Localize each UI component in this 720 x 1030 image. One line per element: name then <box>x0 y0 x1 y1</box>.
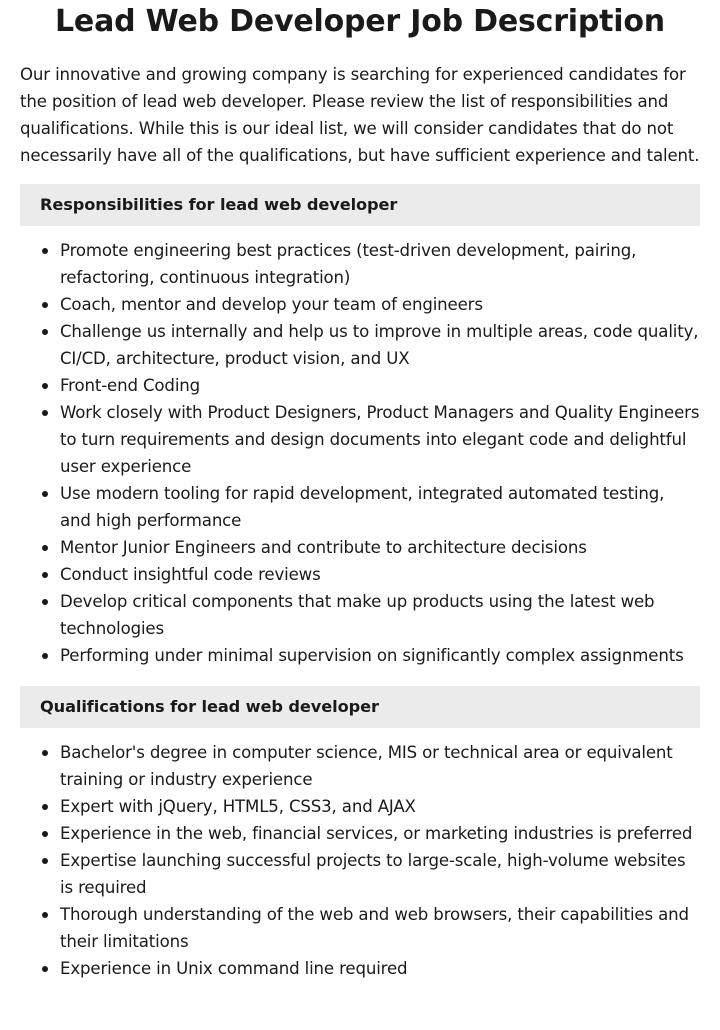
list-item <box>20 534 700 561</box>
list-item-text: Experience in the web, financial services, or marketing industries is preferred <box>60 824 693 843</box>
bullet-icon <box>42 329 48 335</box>
list-item <box>20 480 700 534</box>
list-item-text: Thorough understanding of the web and web browsers, their capabilities and their limitations <box>60 905 689 951</box>
bullet-icon <box>42 248 48 254</box>
bullet-icon <box>42 831 48 837</box>
bullet-icon <box>42 599 48 605</box>
list-item-text: Challenge us internally and help us to improve in multiple areas, code quality, CI/CD, architecture, product vision, and UX <box>60 322 699 368</box>
list-item-text: Coach, mentor and develop your team of engineers <box>60 295 483 314</box>
list-item-text: Expert with jQuery, HTML5, CSS3, and AJAX <box>60 797 416 816</box>
list-item-text: Mentor Junior Engineers and contribute to architecture decisions <box>60 538 587 557</box>
bullet-icon <box>42 545 48 551</box>
bullet-icon <box>42 804 48 810</box>
list-item-text: Use modern tooling for rapid development, integrated automated testing, and high performance <box>60 484 665 530</box>
list-item-text: Develop critical components that make up products using the latest web technologies <box>60 592 655 638</box>
list-item <box>20 237 700 291</box>
page-title: Lead Web Developer Job Description <box>55 4 665 39</box>
list-item <box>20 847 700 901</box>
list-item-text: Work closely with Product Designers, Product Managers and Quality Engineers to turn requirements and design documents into elegant code and delightful user experience <box>60 403 700 476</box>
bullet-icon <box>42 966 48 972</box>
list-item <box>20 820 700 847</box>
bullet-icon <box>42 653 48 659</box>
list-item-text: Performing under minimal supervision on significantly complex assignments <box>60 646 684 665</box>
list-item <box>20 291 700 318</box>
list-item <box>20 642 700 669</box>
intro-paragraph: Our innovative and growing company is searching for experienced candidates for the position of lead web developer. Please review the list of responsibilities and qualifications. While this is our ideal list, we will consider candidates that do not necessarily have all of the qualifications, but have sufficient experience and talent. <box>20 65 700 165</box>
bullet-icon <box>42 383 48 389</box>
list-item <box>20 318 700 372</box>
list-item <box>20 901 700 955</box>
list-item <box>20 955 700 982</box>
list-item-text: Front-end Coding <box>60 376 201 395</box>
list-item <box>20 372 700 399</box>
responsibilities-list <box>20 237 700 669</box>
bullet-icon <box>42 491 48 497</box>
bullet-icon <box>42 302 48 308</box>
qualifications-list <box>20 739 700 982</box>
bullet-icon <box>42 750 48 756</box>
responsibilities-heading: Responsibilities for lead web developer <box>20 184 700 226</box>
list-item <box>20 588 700 642</box>
bullet-icon <box>42 572 48 578</box>
list-item-text: Bachelor's degree in computer science, MIS or technical area or equivalent training or industry experience <box>60 743 673 789</box>
list-item <box>20 399 700 480</box>
list-item-text: Conduct insightful code reviews <box>60 565 321 584</box>
list-item-text: Expertise launching successful projects to large-scale, high-volume websites is required <box>60 851 686 897</box>
bullet-icon <box>42 858 48 864</box>
list-item <box>20 561 700 588</box>
qualifications-heading: Qualifications for lead web developer <box>20 686 700 728</box>
bullet-icon <box>42 410 48 416</box>
list-item-text: Promote engineering best practices (test-driven development, pairing, refactoring, continuous integration) <box>60 241 637 287</box>
list-item <box>20 793 700 820</box>
list-item <box>20 739 700 793</box>
bullet-icon <box>42 912 48 918</box>
list-item-text: Experience in Unix command line required <box>60 959 408 978</box>
